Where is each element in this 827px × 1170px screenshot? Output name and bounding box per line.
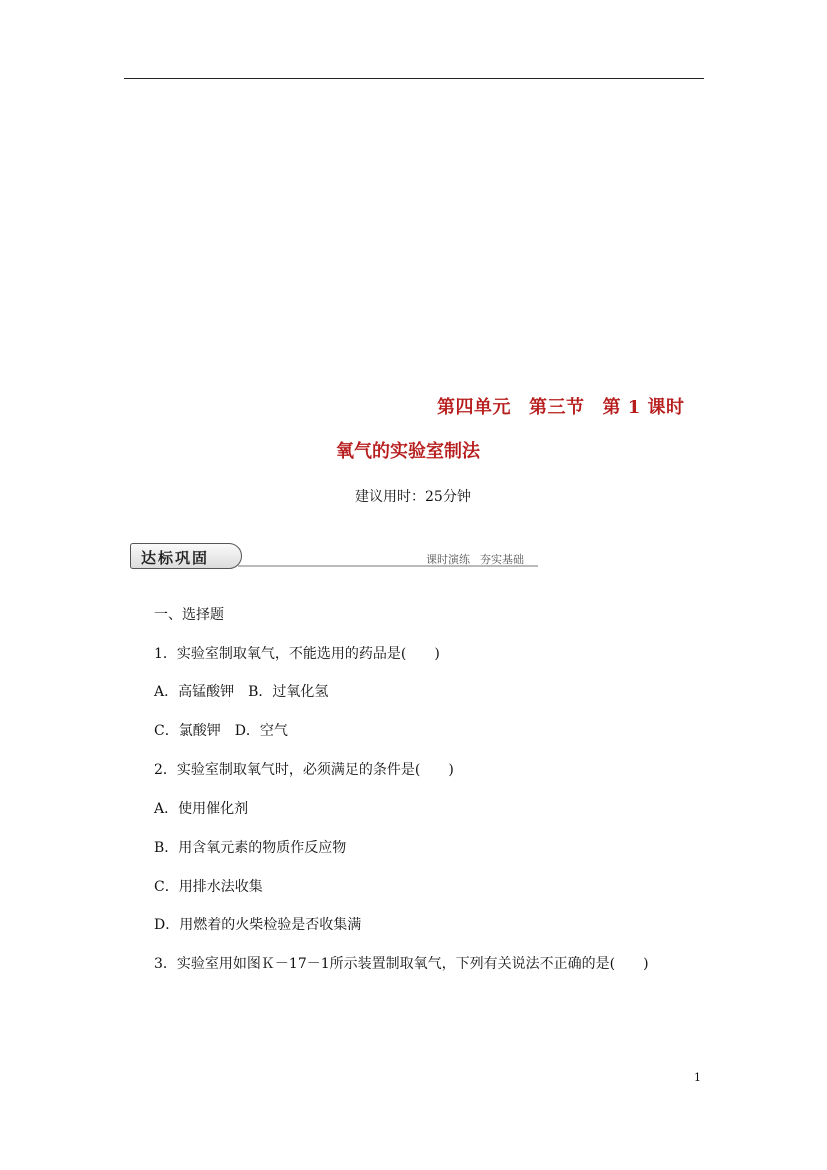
section-label: 第三节: [529, 397, 585, 418]
banner-tab-label: 达标巩固: [141, 549, 210, 567]
question-1-options-ab: A．高锰酸钾 B．过氧化氢: [154, 684, 329, 700]
question-2-option-b: B．用含氧元素的物质作反应物: [154, 840, 347, 856]
question-2-option-a: A．使用催化剂: [154, 801, 249, 817]
section-heading: 一、选择题: [154, 607, 224, 623]
banner-tab: [130, 543, 242, 569]
banner-subtitle-1: 课时演练: [426, 553, 470, 566]
question-1-options-cd: C．氯酸钾 D．空气: [154, 723, 288, 739]
banner-subtitle-2: 夯实基础: [480, 553, 524, 566]
question-2-option-d: D．用燃着的火柴检验是否收集满: [154, 917, 362, 933]
suggested-time: 建议用时：25分钟: [355, 489, 471, 505]
header-rule: [124, 78, 704, 79]
lesson-label: 第 1 课时: [602, 397, 685, 418]
banner-subtitle: [426, 551, 534, 567]
section-banner: [130, 543, 538, 569]
unit-label: 第四单元: [437, 397, 511, 418]
question-2-option-c: C．用排水法收集: [154, 879, 263, 895]
question-3: 3．实验室用如图Ｋ－17－1所示装置制取氧气，下列有关说法不正确的是( ): [154, 956, 649, 972]
topic-title: 氧气的实验室制法: [336, 441, 480, 462]
question-1: 1．实验室制取氧气，不能选用的药品是( ): [154, 646, 440, 662]
lesson-title: [437, 393, 685, 419]
question-2: 2．实验室制取氧气时，必须满足的条件是( ): [154, 762, 454, 778]
page-number: 1: [694, 1071, 701, 1084]
